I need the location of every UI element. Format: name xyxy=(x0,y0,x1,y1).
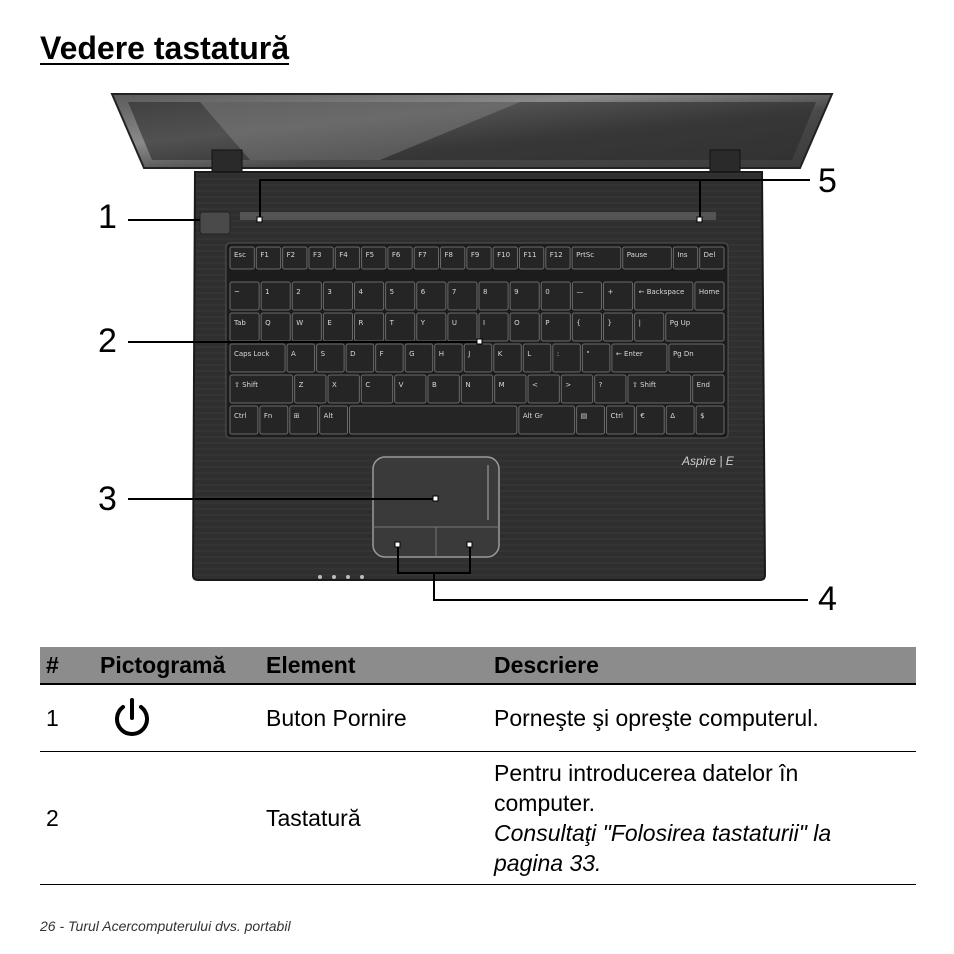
description-line: computer. xyxy=(494,790,595,816)
key-label: € xyxy=(640,412,645,420)
key-label: F12 xyxy=(549,251,563,259)
key-label: F9 xyxy=(470,251,480,259)
key-label: A xyxy=(291,350,296,358)
key xyxy=(320,406,348,434)
brand-logo: Aspire | E xyxy=(682,454,734,468)
key xyxy=(386,282,415,310)
key-label: | xyxy=(638,319,641,327)
key-label: I xyxy=(483,319,486,327)
key xyxy=(376,344,404,372)
key-label: ? xyxy=(598,381,603,389)
key xyxy=(448,313,477,341)
table-row xyxy=(40,684,916,752)
key xyxy=(628,375,691,403)
key-label: Ins xyxy=(677,251,688,259)
key xyxy=(528,375,559,403)
callout-5: 5 xyxy=(818,162,837,200)
key xyxy=(696,406,724,434)
header-description: Descriere xyxy=(488,647,916,684)
row-num: 2 xyxy=(40,752,94,885)
key-label: ⊞ xyxy=(293,412,300,420)
key xyxy=(435,344,463,372)
key-label: : xyxy=(556,350,560,358)
key-label: Tab xyxy=(234,319,246,327)
key-label: PrtSc xyxy=(576,251,595,259)
power-icon xyxy=(110,696,154,740)
key xyxy=(666,406,694,434)
row-element: Buton Pornire xyxy=(260,684,488,752)
key-label: E xyxy=(327,319,332,327)
key-label: Alt Gr xyxy=(522,412,543,420)
key-label: Alt xyxy=(323,412,334,420)
key-label: F8 xyxy=(444,251,454,259)
key-label: J xyxy=(468,350,471,358)
spec-table xyxy=(40,647,916,885)
key xyxy=(346,344,374,372)
key xyxy=(292,313,321,341)
table-header-row xyxy=(40,647,916,684)
key-label: P xyxy=(545,319,550,327)
page-footer: 26 - Turul Acercomputerului dvs. portabil xyxy=(40,918,291,934)
key xyxy=(604,282,633,310)
key xyxy=(230,282,259,310)
key xyxy=(494,344,522,372)
row-icon-cell xyxy=(94,684,260,752)
key-label: 9 xyxy=(514,288,519,296)
key-label: U xyxy=(451,319,457,327)
key xyxy=(577,406,605,434)
callout-3: 3 xyxy=(98,480,117,518)
description-line: Porneşte şi opreşte computerul. xyxy=(494,705,819,731)
key-label: F10 xyxy=(497,251,511,259)
key-label: < xyxy=(532,381,538,389)
key xyxy=(355,282,384,310)
key-label: F1 xyxy=(260,251,269,259)
key-label: ⇧ Shift xyxy=(234,381,259,389)
key-label: — xyxy=(576,288,584,296)
key-label: Ctrl xyxy=(610,412,623,420)
key-label: F xyxy=(379,350,384,358)
key-label: H xyxy=(438,350,444,358)
key-label: Y xyxy=(420,319,426,327)
reference-link-text: Consultaţi "Folosirea tastaturii" la xyxy=(494,820,832,846)
key-label: > xyxy=(565,381,572,389)
header-element: Element xyxy=(260,647,488,684)
key xyxy=(328,375,359,403)
key xyxy=(510,282,539,310)
key-label: O xyxy=(514,319,520,327)
key xyxy=(612,344,667,372)
key-label: ▤ xyxy=(580,412,588,420)
key xyxy=(261,313,290,341)
key-label: Ctrl xyxy=(234,412,247,420)
key xyxy=(595,375,626,403)
key-label: 2 xyxy=(296,288,301,296)
key-label: M xyxy=(498,381,505,389)
key xyxy=(479,313,508,341)
key xyxy=(635,282,693,310)
key xyxy=(693,375,724,403)
key-label: $ xyxy=(700,412,705,420)
key-label: 8 xyxy=(483,288,488,296)
key-label: Pause xyxy=(626,251,648,259)
key-label: R xyxy=(358,319,364,327)
key-label: { xyxy=(576,319,581,327)
key xyxy=(636,406,664,434)
laptop-figure xyxy=(0,80,954,620)
key xyxy=(386,313,415,341)
key xyxy=(582,344,610,372)
key-label: ~ xyxy=(234,288,240,296)
laptop-illustration xyxy=(0,80,954,620)
key-label: 5 xyxy=(389,288,395,296)
key-label: F6 xyxy=(391,251,401,259)
row-element: Tastatură xyxy=(260,752,488,885)
key xyxy=(317,344,345,372)
key xyxy=(541,313,570,341)
header-icon: Pictogramă xyxy=(94,647,260,684)
key xyxy=(448,282,477,310)
key xyxy=(464,344,492,372)
key-label: + xyxy=(607,288,614,296)
key xyxy=(510,313,539,341)
callout-2: 2 xyxy=(98,322,117,360)
key-label: C xyxy=(365,381,371,389)
key-label: Q xyxy=(265,319,271,327)
key xyxy=(461,375,492,403)
key xyxy=(361,375,392,403)
key-label: L xyxy=(527,350,532,358)
key-label: Z xyxy=(298,381,304,389)
key xyxy=(479,282,508,310)
key-label: Fn xyxy=(263,412,273,420)
key-label: Pg Dn xyxy=(672,350,694,358)
row-icon-cell xyxy=(94,752,260,885)
key-label: F4 xyxy=(339,251,348,259)
page-title: Vedere tastatură xyxy=(40,30,290,66)
key xyxy=(428,375,459,403)
key-label: N xyxy=(465,381,471,389)
key xyxy=(230,313,259,341)
row-description xyxy=(488,684,916,752)
key-label: F7 xyxy=(418,251,427,259)
key-label: Pg Up xyxy=(669,319,691,327)
key xyxy=(604,313,633,341)
key xyxy=(523,344,551,372)
key-label: ← Backspace xyxy=(638,288,685,296)
key-label: 1 xyxy=(265,288,270,296)
key-label: 0 xyxy=(545,288,550,296)
key xyxy=(541,282,570,310)
key xyxy=(230,375,293,403)
key xyxy=(606,406,634,434)
key-label: Esc xyxy=(234,251,246,259)
key xyxy=(295,375,326,403)
key xyxy=(495,375,526,403)
key-label: S xyxy=(320,350,326,358)
key-label: ← Enter xyxy=(615,350,643,358)
key xyxy=(519,406,575,434)
key-label: Home xyxy=(698,288,720,296)
key-label: F5 xyxy=(365,251,375,259)
row-description xyxy=(488,752,916,885)
key xyxy=(350,406,517,434)
key-label: 4 xyxy=(358,288,363,296)
key xyxy=(572,282,601,310)
key xyxy=(290,406,318,434)
key xyxy=(230,344,285,372)
key-label: F2 xyxy=(286,251,296,259)
key xyxy=(323,282,352,310)
key xyxy=(669,344,724,372)
key-label: Del xyxy=(703,251,716,259)
key xyxy=(695,282,724,310)
key-label: F11 xyxy=(523,251,537,259)
description-line: Pentru introducerea datelor în xyxy=(494,760,799,786)
key-label: Caps Lock xyxy=(234,350,270,358)
key xyxy=(417,313,446,341)
key xyxy=(553,344,581,372)
key xyxy=(261,282,290,310)
key-label: D xyxy=(350,350,356,358)
key xyxy=(572,313,601,341)
key-label: 7 xyxy=(451,288,457,296)
key xyxy=(561,375,592,403)
key-label: Δ xyxy=(670,412,676,420)
key-label: W xyxy=(296,319,304,327)
key xyxy=(635,313,664,341)
power-button-graphic xyxy=(200,212,230,234)
reference-link-text: pagina 33. xyxy=(494,850,602,876)
key-label: T xyxy=(389,319,394,327)
table-row xyxy=(40,752,916,885)
key xyxy=(287,344,315,372)
callout-4: 4 xyxy=(818,580,837,618)
key-label: ⇧ Shift xyxy=(632,381,657,389)
header-num: # xyxy=(40,647,94,684)
key xyxy=(395,375,426,403)
key-label: K xyxy=(497,350,503,358)
key-label: } xyxy=(607,319,612,327)
key-label: V xyxy=(398,381,404,389)
key xyxy=(417,282,446,310)
key-label: F3 xyxy=(312,251,322,259)
key xyxy=(405,344,433,372)
key xyxy=(355,313,384,341)
row-num: 1 xyxy=(40,684,94,752)
callout-1: 1 xyxy=(98,198,117,236)
key-label: B xyxy=(432,381,437,389)
key xyxy=(260,406,288,434)
key-label: G xyxy=(409,350,415,358)
touchpad xyxy=(373,457,499,557)
key xyxy=(292,282,321,310)
key-label: 3 xyxy=(327,288,332,296)
key xyxy=(323,313,352,341)
key xyxy=(230,406,258,434)
key xyxy=(666,313,724,341)
key-label: " xyxy=(586,350,590,358)
key-label: X xyxy=(332,381,337,389)
key-label: 6 xyxy=(420,288,426,296)
key-label: End xyxy=(696,381,710,389)
